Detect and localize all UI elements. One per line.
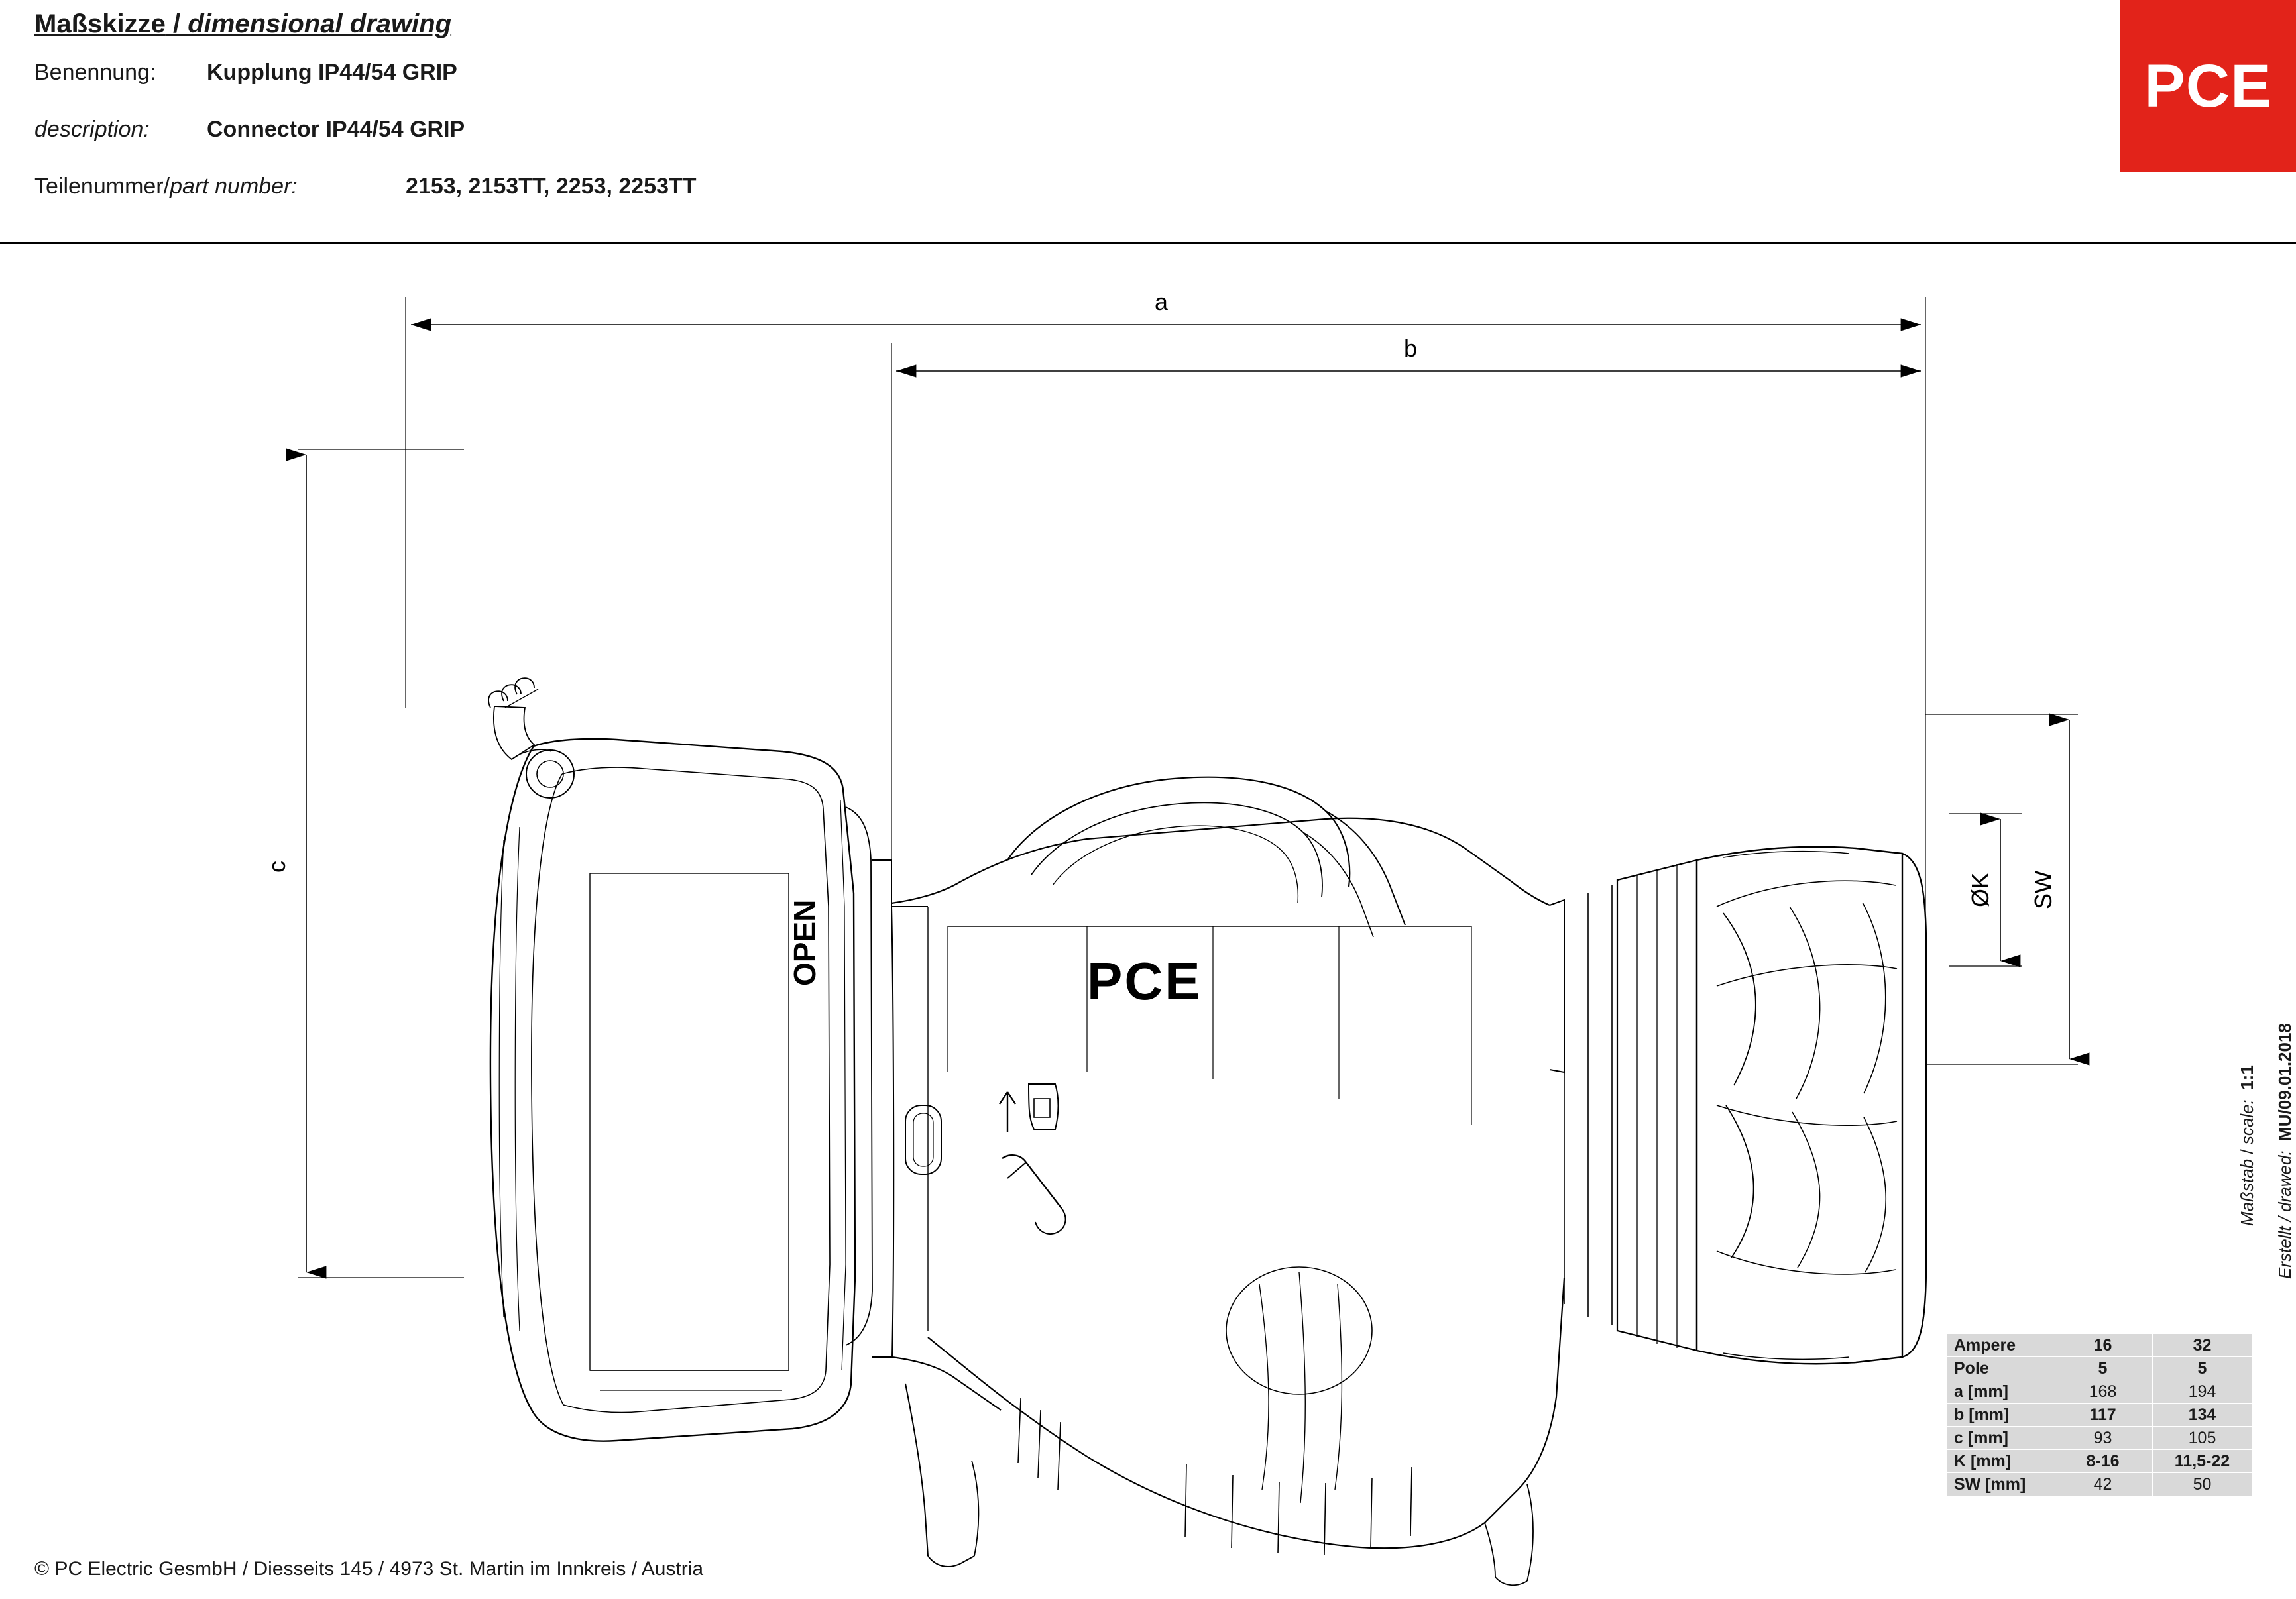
meta-row-description <box>34 117 465 142</box>
table-row <box>1947 1427 2252 1450</box>
page-title-separator: / <box>165 9 188 38</box>
meta-value-description: Connector IP44/54 GRIP <box>207 117 465 142</box>
spec-cell-32g: 50 <box>2153 1473 2252 1496</box>
spec-cell-32f: 11,5-22 <box>2153 1450 2252 1473</box>
scale-label-en: scale: <box>2237 1099 2257 1145</box>
page-title-de: Maßskizze <box>34 9 166 38</box>
product-pce-mark: PCE <box>1087 952 1202 1011</box>
pce-logo: PCE <box>2120 0 2296 172</box>
lid-open-text: OPEN <box>787 899 822 986</box>
spec-cell-16a: 16 <box>2053 1334 2153 1357</box>
scale-label-de: Maßstab <box>2237 1158 2257 1226</box>
footer-copyright: © PC Electric GesmbH / Diesseits 145 / 4973 St. Martin im Innkreis / Austria <box>34 1558 704 1580</box>
meta-value-partnumber: 2153, 2153TT, 2253, 2253TT <box>406 174 697 199</box>
table-row <box>1947 1450 2252 1473</box>
drawn-label-de: Erstellt <box>2275 1226 2295 1279</box>
specification-table <box>1947 1333 2252 1496</box>
table-row <box>1947 1380 2252 1404</box>
table-row <box>1947 1357 2252 1380</box>
dimension-label-k: ØK <box>1967 872 1994 908</box>
page-title-en: dimensional drawing <box>188 9 452 38</box>
spec-cell-16e: 93 <box>2053 1427 2153 1450</box>
spec-cell-32a: 32 <box>2153 1334 2252 1357</box>
dimension-label-sw: SW <box>2030 871 2057 909</box>
drawn-label-en: drawed: <box>2275 1150 2295 1212</box>
spec-cell-32d: 134 <box>2153 1404 2252 1427</box>
spec-row-label: SW [mm] <box>1947 1473 2053 1496</box>
meta-row-benennung <box>34 60 457 85</box>
scale-label <box>2237 1065 2258 1226</box>
spec-row-label: Ampere <box>1947 1334 2053 1357</box>
spec-row-label: a [mm] <box>1947 1380 2053 1404</box>
spec-cell-16b: 5 <box>2053 1357 2153 1380</box>
spec-row-label: b [mm] <box>1947 1404 2053 1427</box>
meta-label-partnumber-de: Teilenummer <box>34 174 164 199</box>
meta-row-partnumber <box>34 174 697 199</box>
scale-label-sep: / <box>2237 1144 2257 1159</box>
scale-value: 1:1 <box>2237 1065 2257 1090</box>
spec-cell-16f: 8-16 <box>2053 1450 2153 1473</box>
dimension-label-a: a <box>1154 288 1169 315</box>
table-row <box>1947 1473 2252 1496</box>
spec-cell-16d: 117 <box>2053 1404 2153 1427</box>
spec-row-label: c [mm] <box>1947 1427 2053 1450</box>
spec-cell-16g: 42 <box>2053 1473 2153 1496</box>
spec-row-label: K [mm] <box>1947 1450 2053 1473</box>
page-title <box>34 9 451 39</box>
table-row <box>1947 1334 2252 1357</box>
drawing-header <box>0 0 2296 244</box>
drawn-label-sep: / <box>2275 1211 2295 1227</box>
dimension-label-c: c <box>263 861 290 873</box>
meta-label-partnumber-en: part number: <box>170 174 298 199</box>
spec-cell-32b: 5 <box>2153 1357 2252 1380</box>
drawn-value: MU/09.01.2018 <box>2275 1023 2295 1141</box>
spec-row-label: Pole <box>1947 1357 2053 1380</box>
meta-label-description: description: <box>34 117 150 142</box>
meta-label-benennung: Benennung: <box>34 60 156 85</box>
spec-cell-32c: 194 <box>2153 1380 2252 1404</box>
spec-cell-16c: 168 <box>2053 1380 2153 1404</box>
meta-label-partnumber-sep: / <box>163 174 170 199</box>
table-row <box>1947 1404 2252 1427</box>
meta-value-benennung: Kupplung IP44/54 GRIP <box>207 60 457 85</box>
dimension-label-b: b <box>1403 335 1418 362</box>
drawn-label <box>2275 1023 2295 1279</box>
spec-cell-32e: 105 <box>2153 1427 2252 1450</box>
